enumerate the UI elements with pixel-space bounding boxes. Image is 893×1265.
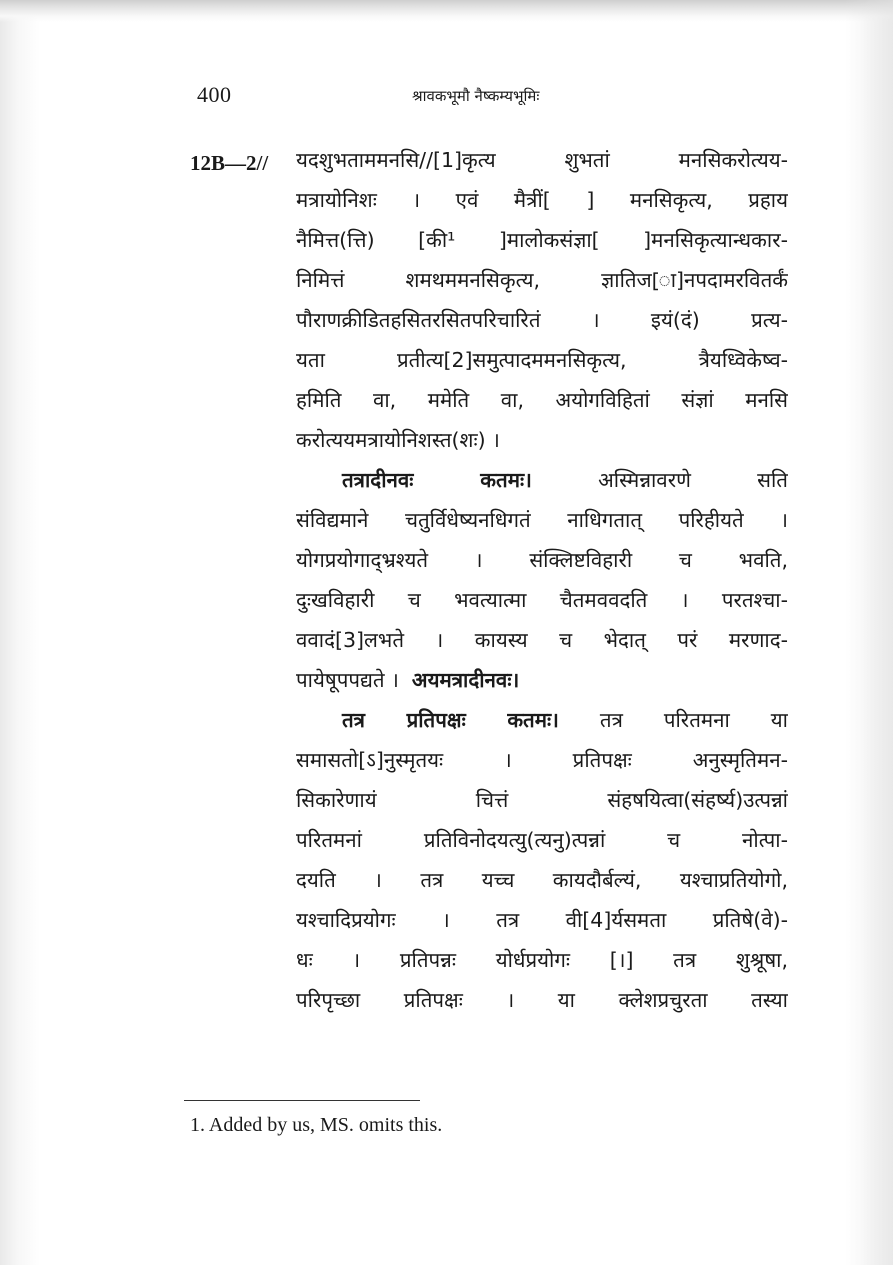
page-number: 400 (197, 82, 232, 107)
text-line: हमिति वा, ममेति वा, अयोगविहितां संज्ञां मनसि (296, 388, 788, 412)
text-line: निमित्तं शमथममनसिकृत्य, ज्ञातिज[ा]नपदामरवितर्कं (296, 268, 788, 292)
paragraph-first-line (296, 460, 788, 500)
text-line: परिपृच्छा प्रतिपक्षः । या क्लेशप्रचुरता तस्या (296, 988, 788, 1012)
footnote-divider (184, 1100, 420, 1101)
text-line: ववादं[3]लभते । कायस्य च भेदात् परं मरणाद- (296, 628, 788, 652)
footnote: 1. Added by us, MS. omits this. (190, 1114, 443, 1136)
text-line: समासतो[ऽ]नुस्मृतयः । प्रतिपक्षः अनुस्मृतिमन- (296, 748, 788, 772)
running-title: श्रावकभूमौ नैष्कम्यभूमिः (412, 87, 540, 105)
manuscript-folio-reference: 12B—2// (190, 151, 269, 175)
section-heading-adinava: तत्रादीनवः कतमः। (342, 468, 532, 492)
text-line: मत्रायोनिशः । एवं मैत्रीं[ ] मनसिकृत्य, प्रहाय (296, 188, 788, 212)
text-line: पौराणक्रीडितहसितरसितपरिचारितं । इयं(दं) प्रत्य- (296, 308, 788, 332)
text-line: करोत्ययमत्रायोनिशस्त(शः) । (296, 428, 500, 452)
text-line: सिकारेणायं चित्तं संहषयित्वा(संहर्ष्य)उत्पन्नां (296, 788, 788, 812)
text-line: धः । प्रतिपन्नः योर्धप्रयोगः [।] तत्र शुश्रूषा, (296, 948, 788, 972)
text-fragment: तत्र परितमना या (599, 708, 788, 732)
text-line: योगप्रयोगाद्भ्रश्यते । संक्लिष्टविहारी च भवति, (296, 548, 788, 572)
text-line: यदशुभताममनसि//[1]कृत्य शुभतां मनसिकरोत्यय- (296, 148, 788, 172)
text-line: परितमनां प्रतिविनोदयत्यु(त्यनु)त्पन्नां च नोत्पा- (296, 828, 788, 852)
section-closing-adinava: अयमत्रादीनवः। (411, 668, 520, 692)
scan-top-edge (0, 0, 893, 22)
paragraph-last-line (296, 660, 788, 700)
section-heading-pratipaksha: तत्र प्रतिपक्षः कतमः। (342, 708, 559, 732)
text-line: यश्चादिप्रयोगः । तत्र वी[4]र्यसमता प्रतिषे(वे)- (296, 908, 788, 932)
text-line: संविद्यमाने चतुर्विधेष्यनधिगतं नाधिगतात् परिहीयते । (296, 508, 788, 532)
text-fragment: पायेषूपपद्यते । (296, 668, 399, 692)
main-text (296, 140, 788, 1020)
paragraph-first-line (296, 700, 788, 740)
text-line: यता प्रतीत्य[2]समुत्पादममनसिकृत्य, त्रैयध्विकेष्व- (296, 348, 788, 372)
text-line: दुःखविहारी च भवत्यात्मा चैतमववदति । परतश्चा- (296, 588, 788, 612)
text-line: नैमित्त(त्ति) [की¹ ]मालोकसंज्ञा[ ]मनसिकृत्यान्धकार- (296, 228, 788, 252)
scan-right-shadow (845, 0, 893, 1265)
text-fragment: अस्मिन्नावरणे सति (598, 468, 788, 492)
text-line: दयति । तत्र यच्च कायदौर्बल्यं, यश्चाप्रतियोगो, (296, 868, 788, 892)
